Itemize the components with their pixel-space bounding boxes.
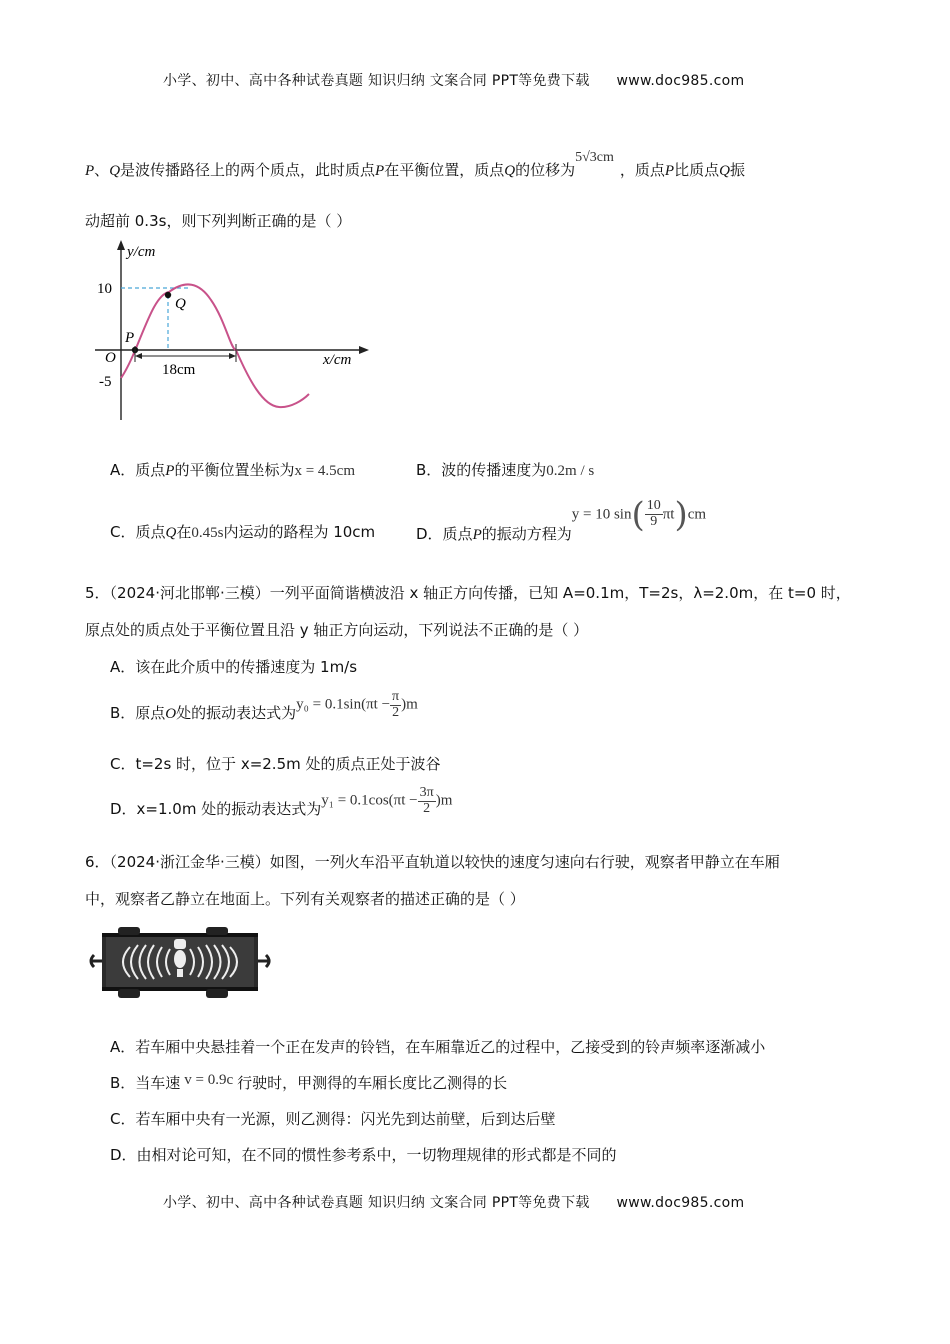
y-axis-arrow [117,240,125,250]
page-header [163,70,744,90]
tick-label-minus-5: -5 [99,374,112,390]
q4-line1: P、Q是波传播路径上的两个质点，此时质点P在平衡位置，质点Q的位移为5√3cm，质点P比质点Q振 [85,150,745,179]
q5-option-b[interactable]: B．原点O处的振动表达式为y₀ = 0.1sin(πt − $\frac{\pi}{2}$ )m [110,689,418,722]
span-label: 18cm [162,362,196,378]
q4-option-d[interactable]: D．质点P的振动方程为y = 10 sin( $\frac{10}{9}$ πt)cm [416,494,707,543]
q5-line1: 5．（2024·河北邯郸·三模）一列平面简谐横波沿 x 轴正方向传播，已知 A=0.1m，T=2s，λ=2.0m，在 t=0 时， [85,584,851,602]
point-q-label: Q [175,296,186,312]
point-q [165,292,171,298]
x-axis-arrow [359,346,369,354]
q6-line2: 中，观察者乙静立在地面上。下列有关观察者的描述正确的是（ ） [85,890,525,908]
page-footer [163,1192,744,1212]
q5-option-a[interactable]: A．该在此介质中的传播速度为 1m/s [110,658,358,676]
wave-curve [121,284,309,407]
q4-d-equation: y = 10 sin( $\frac{10}{9}$ πt)cm [571,494,707,535]
q6-option-a[interactable]: A．若车厢中央悬挂着一个正在发声的铃铛，在车厢靠近乙的过程中，乙接受到的铃声频率逐渐减小 [110,1038,766,1056]
header-text: 小学、初中、高中各种试卷真题 知识归纳 文案合同 PPT等免费下载 [163,73,590,89]
point-p-label: P [125,330,135,346]
q4-option-b[interactable]: B．波的传播速度为0.2m / s [416,461,595,479]
footer-text: 小学、初中、高中各种试卷真题 知识归纳 文案合同 PPT等免费下载 [163,1195,590,1211]
y-axis-label: y/cm [127,244,156,260]
q6-option-d[interactable]: D．由相对论可知，在不同的惯性参考系中，一切物理规律的形式都是不同的 [110,1146,617,1164]
q6-option-c[interactable]: C．若车厢中央有一光源，则乙测得：闪光先到达前壁，后到达后壁 [110,1110,556,1128]
q4-option-a[interactable]: A．质点P的平衡位置坐标为x = 4.5cm [110,461,355,479]
tick-label-10: 10 [97,281,112,297]
q4-line2: 动超前 0.3s，则下列判断正确的是（ ） [85,212,352,230]
q6-line1: 6．（2024·浙江金华·三模）如图，一列火车沿平直轨道以较快的速度匀速向右行驶，观察者甲静立在车厢 [85,853,780,871]
wave-graph [95,240,375,425]
origin-label: O [105,350,116,366]
displacement-value: 5√3cm [575,150,614,165]
header-url[interactable]: www.doc985.com [616,73,745,89]
train-car-image [88,925,274,1001]
q6-option-b[interactable]: B．当车速 v = 0.9c 行驶时，甲测得的车厢长度比乙测得的长 [110,1072,508,1092]
footer-url[interactable]: www.doc985.com [616,1195,745,1211]
q5-line2: 原点处的质点处于平衡位置且沿 y 轴正方向运动，下列说法不正确的是（ ） [85,621,589,639]
q5-option-c[interactable]: C．t=2s 时，位于 x=2.5m 处的质点正处于波谷 [110,755,441,773]
q4-option-c[interactable]: C．质点Q在0.45s内运动的路程为 10cm [110,523,376,541]
q5-option-d[interactable]: D．x=1.0m 处的振动表达式为y₁ = 0.1cos(πt − $\frac{3\pi}{2}$ )m [110,785,453,818]
x-axis-label: x/cm [323,352,352,368]
